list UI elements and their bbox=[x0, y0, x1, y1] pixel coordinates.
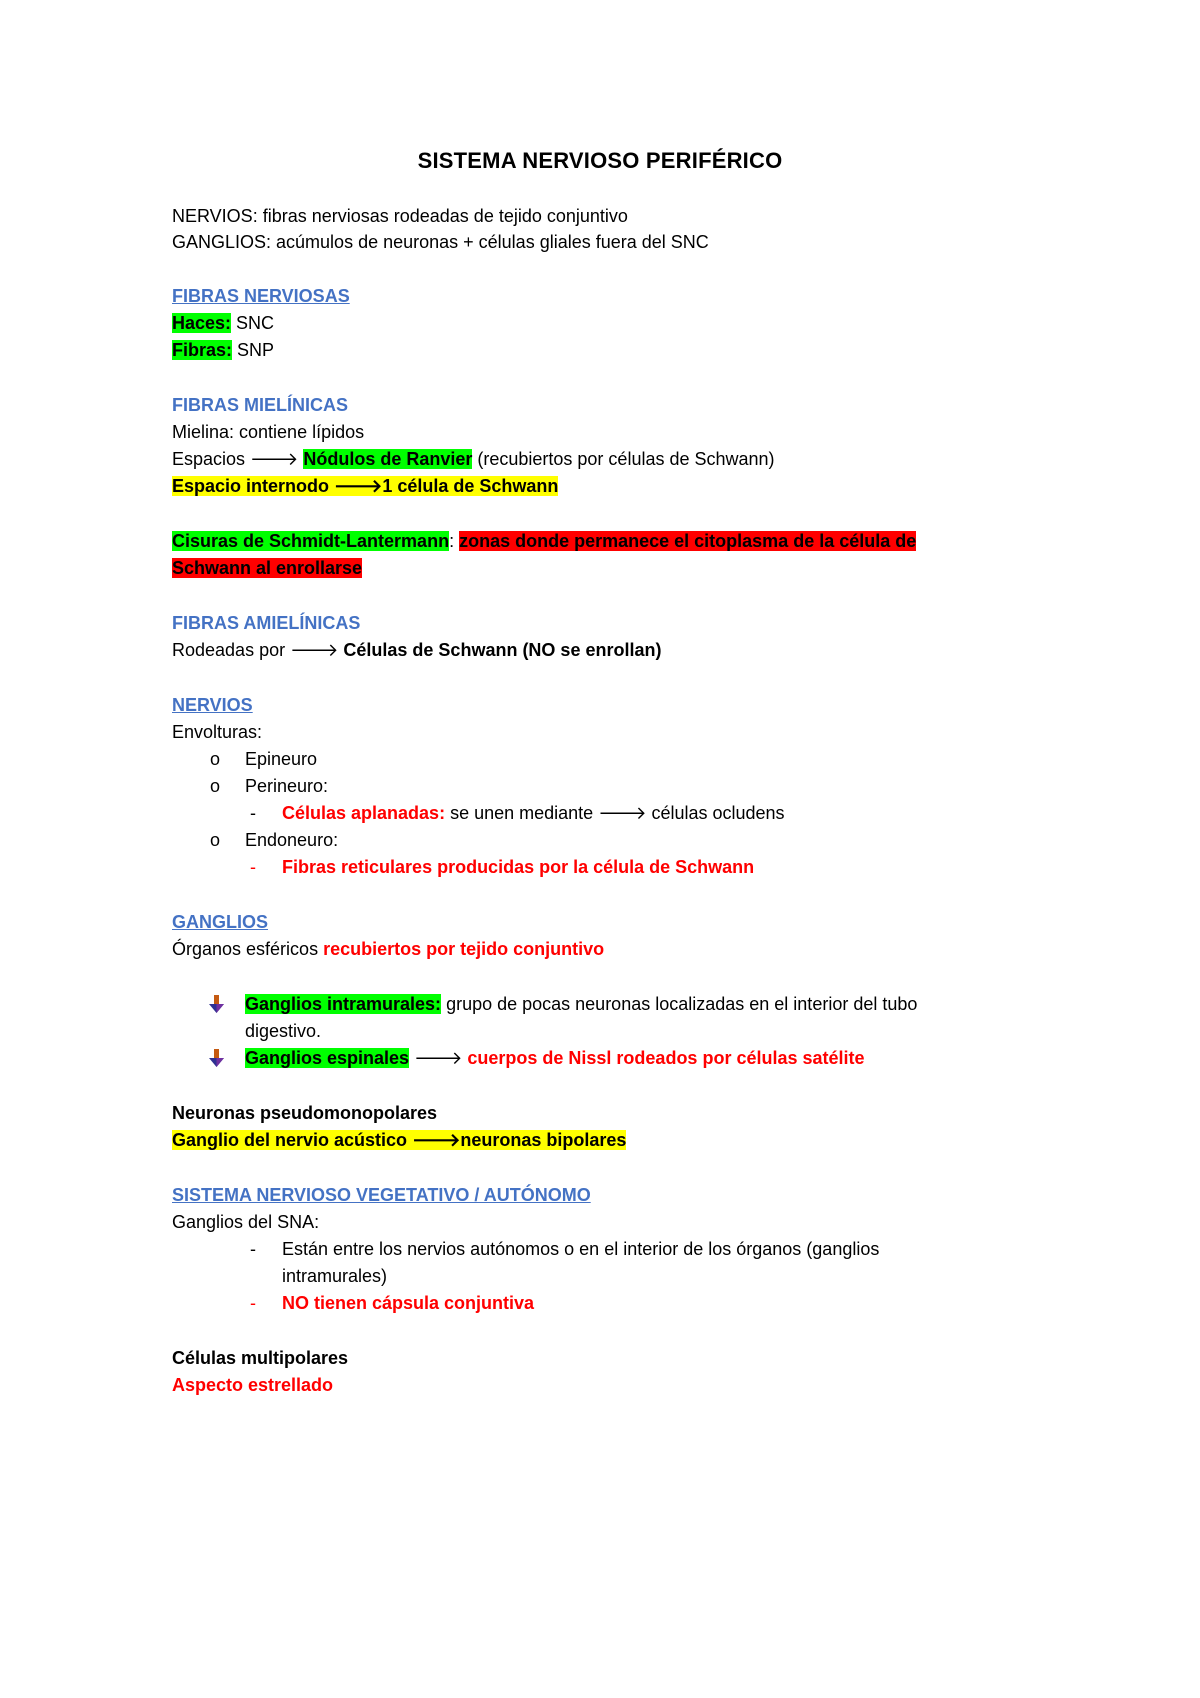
arrow-icon: 🡒 bbox=[250, 449, 299, 470]
bullet-o: o bbox=[210, 749, 221, 769]
heading-ganglios: GANGLIOS bbox=[172, 912, 269, 932]
pseudomonopolares-line: Neuronas pseudomonopolares bbox=[172, 1103, 438, 1123]
ganglios-intramurales-item-2: digestivo. bbox=[245, 1021, 322, 1041]
internodo-line: Espacio internodo 🡒1 célula de Schwann bbox=[172, 476, 559, 497]
dash-bullet: - bbox=[250, 803, 256, 823]
dash-bullet: - bbox=[250, 1293, 256, 1313]
ganglios-sna-line: Ganglios del SNA: bbox=[172, 1212, 320, 1232]
cisuras-line-1: Cisuras de Schmidt-Lantermann: zonas donde permanece el citoplasma de la célula de bbox=[172, 531, 917, 551]
endoneuro-item: Endoneuro: bbox=[245, 830, 339, 850]
estan-entre-item-1: Están entre los nervios autónomos o en el interior de los órganos (ganglios bbox=[282, 1239, 880, 1259]
arrow-icon: 🡒 bbox=[334, 476, 383, 497]
celulas-multipolares-line: Células multipolares bbox=[172, 1348, 349, 1368]
heading-sistema-vegetativo: SISTEMA NERVIOSO VEGETATIVO / AUTÓNOMO bbox=[172, 1185, 591, 1205]
dash-bullet: - bbox=[250, 1239, 256, 1259]
arrow-bullet-icon bbox=[208, 1048, 226, 1068]
bullet-o: o bbox=[210, 830, 221, 850]
perineuro-item: Perineuro: bbox=[245, 776, 329, 796]
acustico-line: Ganglio del nervio acústico 🡒neuronas bipolares bbox=[172, 1130, 627, 1151]
heading-fibras-nerviosas: FIBRAS NERVIOSAS bbox=[172, 286, 350, 306]
envolturas-line: Envolturas: bbox=[172, 722, 263, 742]
espacios-line: Espacios 🡒 Nódulos de Ranvier (recubiertos por células de Schwann) bbox=[172, 449, 775, 470]
arrow-icon: 🡒 bbox=[598, 803, 647, 824]
bullet-o: o bbox=[210, 776, 221, 796]
mielina-line: Mielina: contiene lípidos bbox=[172, 422, 365, 442]
heading-fibras-mielinicas: FIBRAS MIELÍNICAS bbox=[172, 395, 349, 415]
fibras-haces-line: Haces: SNC bbox=[172, 313, 275, 333]
cisuras-line-2: Schwann al enrollarse bbox=[172, 558, 363, 578]
ganglios-espinales-item: Ganglios espinales 🡒 cuerpos de Nissl rodeados por células satélite bbox=[245, 1048, 865, 1069]
arrow-icon: 🡒 bbox=[414, 1048, 463, 1069]
arrow-bullet-icon bbox=[208, 994, 226, 1014]
heading-fibras-amielinicas: FIBRAS AMIELÍNICAS bbox=[172, 613, 361, 633]
aspecto-estrellado-line: Aspecto estrellado bbox=[172, 1375, 334, 1395]
no-capsula-item: NO tienen cápsula conjuntiva bbox=[282, 1293, 535, 1313]
fibras-fibras-line: Fibras: SNP bbox=[172, 340, 275, 360]
arrow-icon: 🡒 bbox=[290, 640, 339, 661]
dash-bullet: - bbox=[250, 857, 256, 877]
ganglios-intramurales-item-1: Ganglios intramurales: grupo de pocas neuronas localizadas en el interior del tubo bbox=[245, 994, 918, 1014]
intro-nervios: NERVIOS: fibras nerviosas rodeadas de tejido conjuntivo bbox=[172, 206, 628, 226]
intro-ganglios: GANGLIOS: acúmulos de neuronas + células gliales fuera del SNC bbox=[172, 232, 709, 252]
arrow-icon: 🡒 bbox=[412, 1130, 461, 1151]
organos-line: Órganos esféricos recubiertos por tejido conjuntivo bbox=[172, 939, 605, 959]
heading-nervios: NERVIOS bbox=[172, 695, 253, 715]
epineuro-item: Epineuro bbox=[245, 749, 318, 769]
fibras-reticulares-item: Fibras reticulares producidas por la célula de Schwann bbox=[282, 857, 755, 877]
rodeadas-line: Rodeadas por 🡒 Células de Schwann (NO se enrollan) bbox=[172, 640, 662, 661]
celulas-aplanadas-item: Células aplanadas: se unen mediante 🡒 células ocludens bbox=[282, 803, 785, 824]
page-title: SISTEMA NERVIOSO PERIFÉRICO bbox=[417, 148, 783, 173]
estan-entre-item-2: intramurales) bbox=[282, 1266, 388, 1286]
